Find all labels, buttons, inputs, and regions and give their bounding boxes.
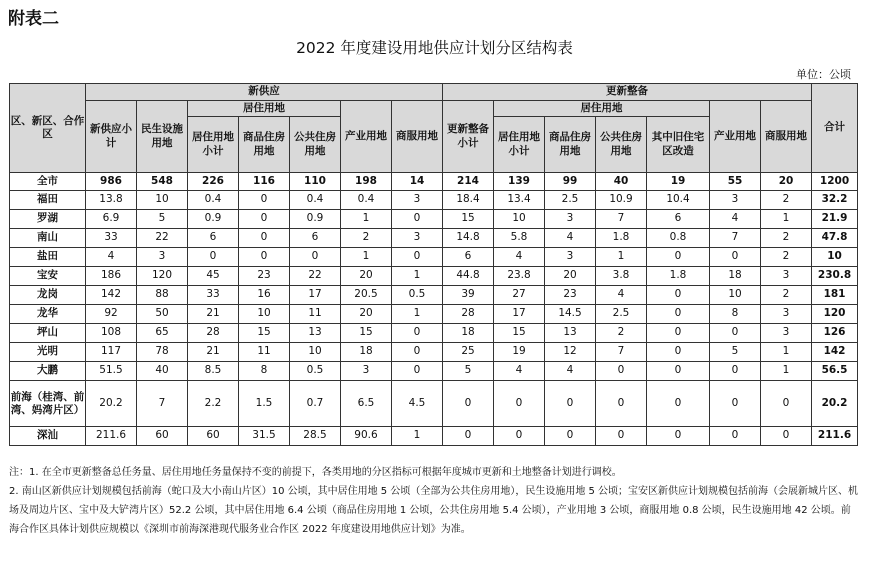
total-cell: 32.2 bbox=[812, 191, 858, 210]
value-cell: 2 bbox=[761, 229, 812, 248]
value-cell: 15 bbox=[443, 210, 494, 229]
value-cell: 0 bbox=[239, 210, 290, 229]
value-cell: 0 bbox=[545, 427, 596, 446]
value-cell: 44.8 bbox=[443, 267, 494, 286]
value-cell: 10 bbox=[710, 286, 761, 305]
value-cell: 4 bbox=[545, 362, 596, 381]
header-renewal: 更新整备 bbox=[443, 84, 812, 101]
value-cell: 6.5 bbox=[341, 381, 392, 427]
value-cell: 7 bbox=[596, 343, 647, 362]
value-cell: 0.5 bbox=[392, 286, 443, 305]
value-cell: 11 bbox=[239, 343, 290, 362]
total-cell: 230.8 bbox=[812, 267, 858, 286]
table-row bbox=[10, 362, 858, 381]
value-cell: 2 bbox=[761, 191, 812, 210]
value-cell: 0 bbox=[647, 343, 710, 362]
value-cell: 108 bbox=[86, 324, 137, 343]
header-new-commodity: 商品住房用地 bbox=[239, 117, 290, 173]
table-row bbox=[10, 305, 858, 324]
value-cell: 0 bbox=[647, 286, 710, 305]
header-new-subtotal: 新供应小计 bbox=[86, 101, 137, 173]
value-cell: 0 bbox=[494, 381, 545, 427]
value-cell: 0 bbox=[545, 381, 596, 427]
header-new-livelihood: 民生设施用地 bbox=[137, 101, 188, 173]
value-cell: 7 bbox=[596, 210, 647, 229]
value-cell: 0 bbox=[647, 427, 710, 446]
value-cell: 116 bbox=[239, 173, 290, 191]
value-cell: 6 bbox=[188, 229, 239, 248]
value-cell: 6.9 bbox=[86, 210, 137, 229]
region-name: 龙岗 bbox=[10, 286, 86, 305]
value-cell: 4 bbox=[545, 229, 596, 248]
value-cell: 0 bbox=[710, 362, 761, 381]
value-cell: 214 bbox=[443, 173, 494, 191]
value-cell: 5 bbox=[443, 362, 494, 381]
value-cell: 4 bbox=[494, 248, 545, 267]
value-cell: 0 bbox=[647, 305, 710, 324]
value-cell: 39 bbox=[443, 286, 494, 305]
value-cell: 17 bbox=[494, 305, 545, 324]
value-cell: 51.5 bbox=[86, 362, 137, 381]
value-cell: 548 bbox=[137, 173, 188, 191]
value-cell: 6 bbox=[443, 248, 494, 267]
value-cell: 8.5 bbox=[188, 362, 239, 381]
value-cell: 7 bbox=[137, 381, 188, 427]
value-cell: 45 bbox=[188, 267, 239, 286]
value-cell: 21 bbox=[188, 305, 239, 324]
header-ren-subtotal: 更新整备小计 bbox=[443, 101, 494, 173]
value-cell: 23 bbox=[545, 286, 596, 305]
value-cell: 4 bbox=[710, 210, 761, 229]
table-row bbox=[10, 173, 858, 191]
value-cell: 19 bbox=[494, 343, 545, 362]
value-cell: 4 bbox=[596, 286, 647, 305]
value-cell: 139 bbox=[494, 173, 545, 191]
value-cell: 3 bbox=[545, 248, 596, 267]
value-cell: 0 bbox=[647, 324, 710, 343]
note-2: 2. 南山区新供应计划规模包括前海（蛇口及大小南山片区）10 公顷，其中居住用地 5 公顷（全部为公共住房用地），民生设施用地 5 公顷；宝安区新供应计划规模包括前海（会展新城片区、机场及周边片区、宝中及大铲湾片区）52.2 公顷，其中居住用地 6.4 公顷（商品住房用地 1 公顷，公共住房用地 5.4 公顷），产业用地 3 公顷，商服用地 0.8 公顷，民生设施用地 42 公顷。前海合作区具体计划供应规模以《深圳市前海深港现代服务业合作区 2022 年度建设用地供应计划》为准。 bbox=[9, 486, 859, 535]
value-cell: 14.8 bbox=[443, 229, 494, 248]
value-cell: 2 bbox=[596, 324, 647, 343]
value-cell: 0.4 bbox=[188, 191, 239, 210]
value-cell: 18 bbox=[443, 324, 494, 343]
header-total: 合计 bbox=[812, 84, 858, 173]
header-region: 区、新区、合作区 bbox=[10, 84, 86, 173]
region-name: 罗湖 bbox=[10, 210, 86, 229]
value-cell: 27 bbox=[494, 286, 545, 305]
value-cell: 25 bbox=[443, 343, 494, 362]
value-cell: 8 bbox=[710, 305, 761, 324]
total-cell: 47.8 bbox=[812, 229, 858, 248]
value-cell: 90.6 bbox=[341, 427, 392, 446]
value-cell: 5.8 bbox=[494, 229, 545, 248]
value-cell: 0 bbox=[710, 248, 761, 267]
value-cell: 1 bbox=[392, 305, 443, 324]
header-new-res-subtotal: 居住用地小计 bbox=[188, 117, 239, 173]
header-ren-commodity: 商品住房用地 bbox=[545, 117, 596, 173]
value-cell: 17 bbox=[290, 286, 341, 305]
value-cell: 13.8 bbox=[86, 191, 137, 210]
value-cell: 13 bbox=[545, 324, 596, 343]
value-cell: 2.2 bbox=[188, 381, 239, 427]
value-cell: 120 bbox=[137, 267, 188, 286]
value-cell: 0.7 bbox=[290, 381, 341, 427]
value-cell: 1 bbox=[392, 427, 443, 446]
value-cell: 0 bbox=[761, 427, 812, 446]
table-row bbox=[10, 381, 858, 427]
value-cell: 1 bbox=[341, 210, 392, 229]
value-cell: 0 bbox=[647, 248, 710, 267]
value-cell: 60 bbox=[137, 427, 188, 446]
value-cell: 198 bbox=[341, 173, 392, 191]
total-cell: 10 bbox=[812, 248, 858, 267]
unit-label: 单位：公顷 bbox=[796, 68, 851, 81]
value-cell: 0 bbox=[647, 381, 710, 427]
table-title: 2022 年度建设用地供应计划分区结构表 bbox=[296, 39, 573, 57]
region-name: 前海（桂湾、前湾、妈湾片区） bbox=[10, 381, 86, 427]
value-cell: 0 bbox=[188, 248, 239, 267]
value-cell: 3 bbox=[545, 210, 596, 229]
header-new-supply: 新供应 bbox=[86, 84, 443, 101]
value-cell: 3 bbox=[710, 191, 761, 210]
value-cell: 14 bbox=[392, 173, 443, 191]
region-name: 宝安 bbox=[10, 267, 86, 286]
total-cell: 56.5 bbox=[812, 362, 858, 381]
value-cell: 0.5 bbox=[290, 362, 341, 381]
notes bbox=[9, 463, 859, 539]
region-name: 全市 bbox=[10, 173, 86, 191]
value-cell: 10 bbox=[239, 305, 290, 324]
value-cell: 23.8 bbox=[494, 267, 545, 286]
value-cell: 1.8 bbox=[596, 229, 647, 248]
value-cell: 0 bbox=[239, 191, 290, 210]
value-cell: 23 bbox=[239, 267, 290, 286]
table-row bbox=[10, 229, 858, 248]
value-cell: 110 bbox=[290, 173, 341, 191]
value-cell: 20.5 bbox=[341, 286, 392, 305]
value-cell: 10.4 bbox=[647, 191, 710, 210]
total-cell: 20.2 bbox=[812, 381, 858, 427]
value-cell: 0 bbox=[443, 427, 494, 446]
value-cell: 20 bbox=[545, 267, 596, 286]
value-cell: 33 bbox=[188, 286, 239, 305]
appendix-label: 附表二 bbox=[8, 9, 59, 29]
value-cell: 18 bbox=[710, 267, 761, 286]
value-cell: 0 bbox=[392, 343, 443, 362]
value-cell: 0 bbox=[647, 362, 710, 381]
value-cell: 21 bbox=[188, 343, 239, 362]
region-name: 南山 bbox=[10, 229, 86, 248]
value-cell: 0.9 bbox=[290, 210, 341, 229]
value-cell: 1 bbox=[392, 267, 443, 286]
value-cell: 15 bbox=[341, 324, 392, 343]
value-cell: 3 bbox=[137, 248, 188, 267]
value-cell: 22 bbox=[137, 229, 188, 248]
value-cell: 0 bbox=[239, 229, 290, 248]
header-ren-public: 公共住房用地 bbox=[596, 117, 647, 173]
value-cell: 0 bbox=[710, 324, 761, 343]
value-cell: 20 bbox=[761, 173, 812, 191]
value-cell: 117 bbox=[86, 343, 137, 362]
value-cell: 4 bbox=[494, 362, 545, 381]
value-cell: 40 bbox=[596, 173, 647, 191]
value-cell: 28 bbox=[188, 324, 239, 343]
region-name: 大鹏 bbox=[10, 362, 86, 381]
value-cell: 0 bbox=[596, 427, 647, 446]
total-cell: 211.6 bbox=[812, 427, 858, 446]
table-row bbox=[10, 248, 858, 267]
value-cell: 0 bbox=[290, 248, 341, 267]
value-cell: 20 bbox=[341, 267, 392, 286]
value-cell: 0.4 bbox=[341, 191, 392, 210]
value-cell: 3 bbox=[761, 305, 812, 324]
value-cell: 1 bbox=[596, 248, 647, 267]
value-cell: 6 bbox=[647, 210, 710, 229]
total-cell: 120 bbox=[812, 305, 858, 324]
value-cell: 2 bbox=[761, 286, 812, 305]
value-cell: 6 bbox=[290, 229, 341, 248]
value-cell: 7 bbox=[710, 229, 761, 248]
value-cell: 0 bbox=[596, 362, 647, 381]
total-cell: 126 bbox=[812, 324, 858, 343]
value-cell: 4.5 bbox=[392, 381, 443, 427]
value-cell: 60 bbox=[188, 427, 239, 446]
value-cell: 1 bbox=[761, 362, 812, 381]
value-cell: 92 bbox=[86, 305, 137, 324]
total-cell: 1200 bbox=[812, 173, 858, 191]
value-cell: 1.5 bbox=[239, 381, 290, 427]
value-cell: 986 bbox=[86, 173, 137, 191]
value-cell: 3 bbox=[341, 362, 392, 381]
value-cell: 0 bbox=[710, 381, 761, 427]
value-cell: 19 bbox=[647, 173, 710, 191]
value-cell: 0 bbox=[596, 381, 647, 427]
header-ren-residential: 居住用地 bbox=[494, 101, 710, 117]
value-cell: 0 bbox=[710, 427, 761, 446]
region-name: 深汕 bbox=[10, 427, 86, 446]
header-ren-commercial: 商服用地 bbox=[761, 101, 812, 173]
value-cell: 28.5 bbox=[290, 427, 341, 446]
header-ren-res-subtotal: 居住用地小计 bbox=[494, 117, 545, 173]
header-new-commercial: 商服用地 bbox=[392, 101, 443, 173]
table-row bbox=[10, 267, 858, 286]
value-cell: 78 bbox=[137, 343, 188, 362]
table-row bbox=[10, 427, 858, 446]
value-cell: 1 bbox=[761, 343, 812, 362]
value-cell: 10 bbox=[494, 210, 545, 229]
value-cell: 226 bbox=[188, 173, 239, 191]
region-name: 盐田 bbox=[10, 248, 86, 267]
value-cell: 18 bbox=[341, 343, 392, 362]
value-cell: 15 bbox=[494, 324, 545, 343]
value-cell: 3 bbox=[761, 324, 812, 343]
value-cell: 99 bbox=[545, 173, 596, 191]
value-cell: 0 bbox=[392, 324, 443, 343]
value-cell: 18.4 bbox=[443, 191, 494, 210]
table-row bbox=[10, 210, 858, 229]
value-cell: 186 bbox=[86, 267, 137, 286]
value-cell: 28 bbox=[443, 305, 494, 324]
header-ren-old-renovation: 其中旧住宅区改造 bbox=[647, 117, 710, 173]
value-cell: 3 bbox=[392, 191, 443, 210]
value-cell: 2 bbox=[341, 229, 392, 248]
table-row bbox=[10, 343, 858, 362]
value-cell: 3 bbox=[392, 229, 443, 248]
total-cell: 181 bbox=[812, 286, 858, 305]
value-cell: 0.9 bbox=[188, 210, 239, 229]
value-cell: 0 bbox=[761, 381, 812, 427]
header-new-industrial: 产业用地 bbox=[341, 101, 392, 173]
value-cell: 20 bbox=[341, 305, 392, 324]
value-cell: 0 bbox=[392, 210, 443, 229]
total-cell: 21.9 bbox=[812, 210, 858, 229]
value-cell: 4 bbox=[86, 248, 137, 267]
value-cell: 1 bbox=[761, 210, 812, 229]
value-cell: 20.2 bbox=[86, 381, 137, 427]
table-row bbox=[10, 324, 858, 343]
value-cell: 88 bbox=[137, 286, 188, 305]
value-cell: 3.8 bbox=[596, 267, 647, 286]
value-cell: 211.6 bbox=[86, 427, 137, 446]
value-cell: 22 bbox=[290, 267, 341, 286]
value-cell: 142 bbox=[86, 286, 137, 305]
value-cell: 0.4 bbox=[290, 191, 341, 210]
value-cell: 2.5 bbox=[596, 305, 647, 324]
value-cell: 0 bbox=[239, 248, 290, 267]
value-cell: 1.8 bbox=[647, 267, 710, 286]
value-cell: 14.5 bbox=[545, 305, 596, 324]
value-cell: 65 bbox=[137, 324, 188, 343]
value-cell: 0 bbox=[392, 248, 443, 267]
value-cell: 1 bbox=[341, 248, 392, 267]
region-name: 坪山 bbox=[10, 324, 86, 343]
value-cell: 5 bbox=[137, 210, 188, 229]
value-cell: 0 bbox=[494, 427, 545, 446]
value-cell: 2 bbox=[761, 248, 812, 267]
value-cell: 15 bbox=[239, 324, 290, 343]
header-new-residential: 居住用地 bbox=[188, 101, 341, 117]
value-cell: 55 bbox=[710, 173, 761, 191]
value-cell: 8 bbox=[239, 362, 290, 381]
value-cell: 0 bbox=[443, 381, 494, 427]
value-cell: 31.5 bbox=[239, 427, 290, 446]
land-supply-table bbox=[9, 83, 858, 446]
header-new-public: 公共住房用地 bbox=[290, 117, 341, 173]
note-1: 注：1. 在全市更新整备总任务量、居住用地任务量保持不变的前提下，各类用地的分区指标可根据年度城市更新和土地整备计划进行调校。 bbox=[9, 467, 622, 478]
value-cell: 50 bbox=[137, 305, 188, 324]
value-cell: 3 bbox=[761, 267, 812, 286]
value-cell: 11 bbox=[290, 305, 341, 324]
value-cell: 2.5 bbox=[545, 191, 596, 210]
header-ren-industrial: 产业用地 bbox=[710, 101, 761, 173]
value-cell: 10.9 bbox=[596, 191, 647, 210]
value-cell: 33 bbox=[86, 229, 137, 248]
region-name: 福田 bbox=[10, 191, 86, 210]
value-cell: 13.4 bbox=[494, 191, 545, 210]
region-name: 光明 bbox=[10, 343, 86, 362]
value-cell: 0 bbox=[392, 362, 443, 381]
region-name: 龙华 bbox=[10, 305, 86, 324]
value-cell: 40 bbox=[137, 362, 188, 381]
value-cell: 10 bbox=[137, 191, 188, 210]
value-cell: 10 bbox=[290, 343, 341, 362]
table-row bbox=[10, 286, 858, 305]
value-cell: 5 bbox=[710, 343, 761, 362]
value-cell: 0.8 bbox=[647, 229, 710, 248]
value-cell: 12 bbox=[545, 343, 596, 362]
table-row bbox=[10, 191, 858, 210]
total-cell: 142 bbox=[812, 343, 858, 362]
value-cell: 13 bbox=[290, 324, 341, 343]
value-cell: 16 bbox=[239, 286, 290, 305]
